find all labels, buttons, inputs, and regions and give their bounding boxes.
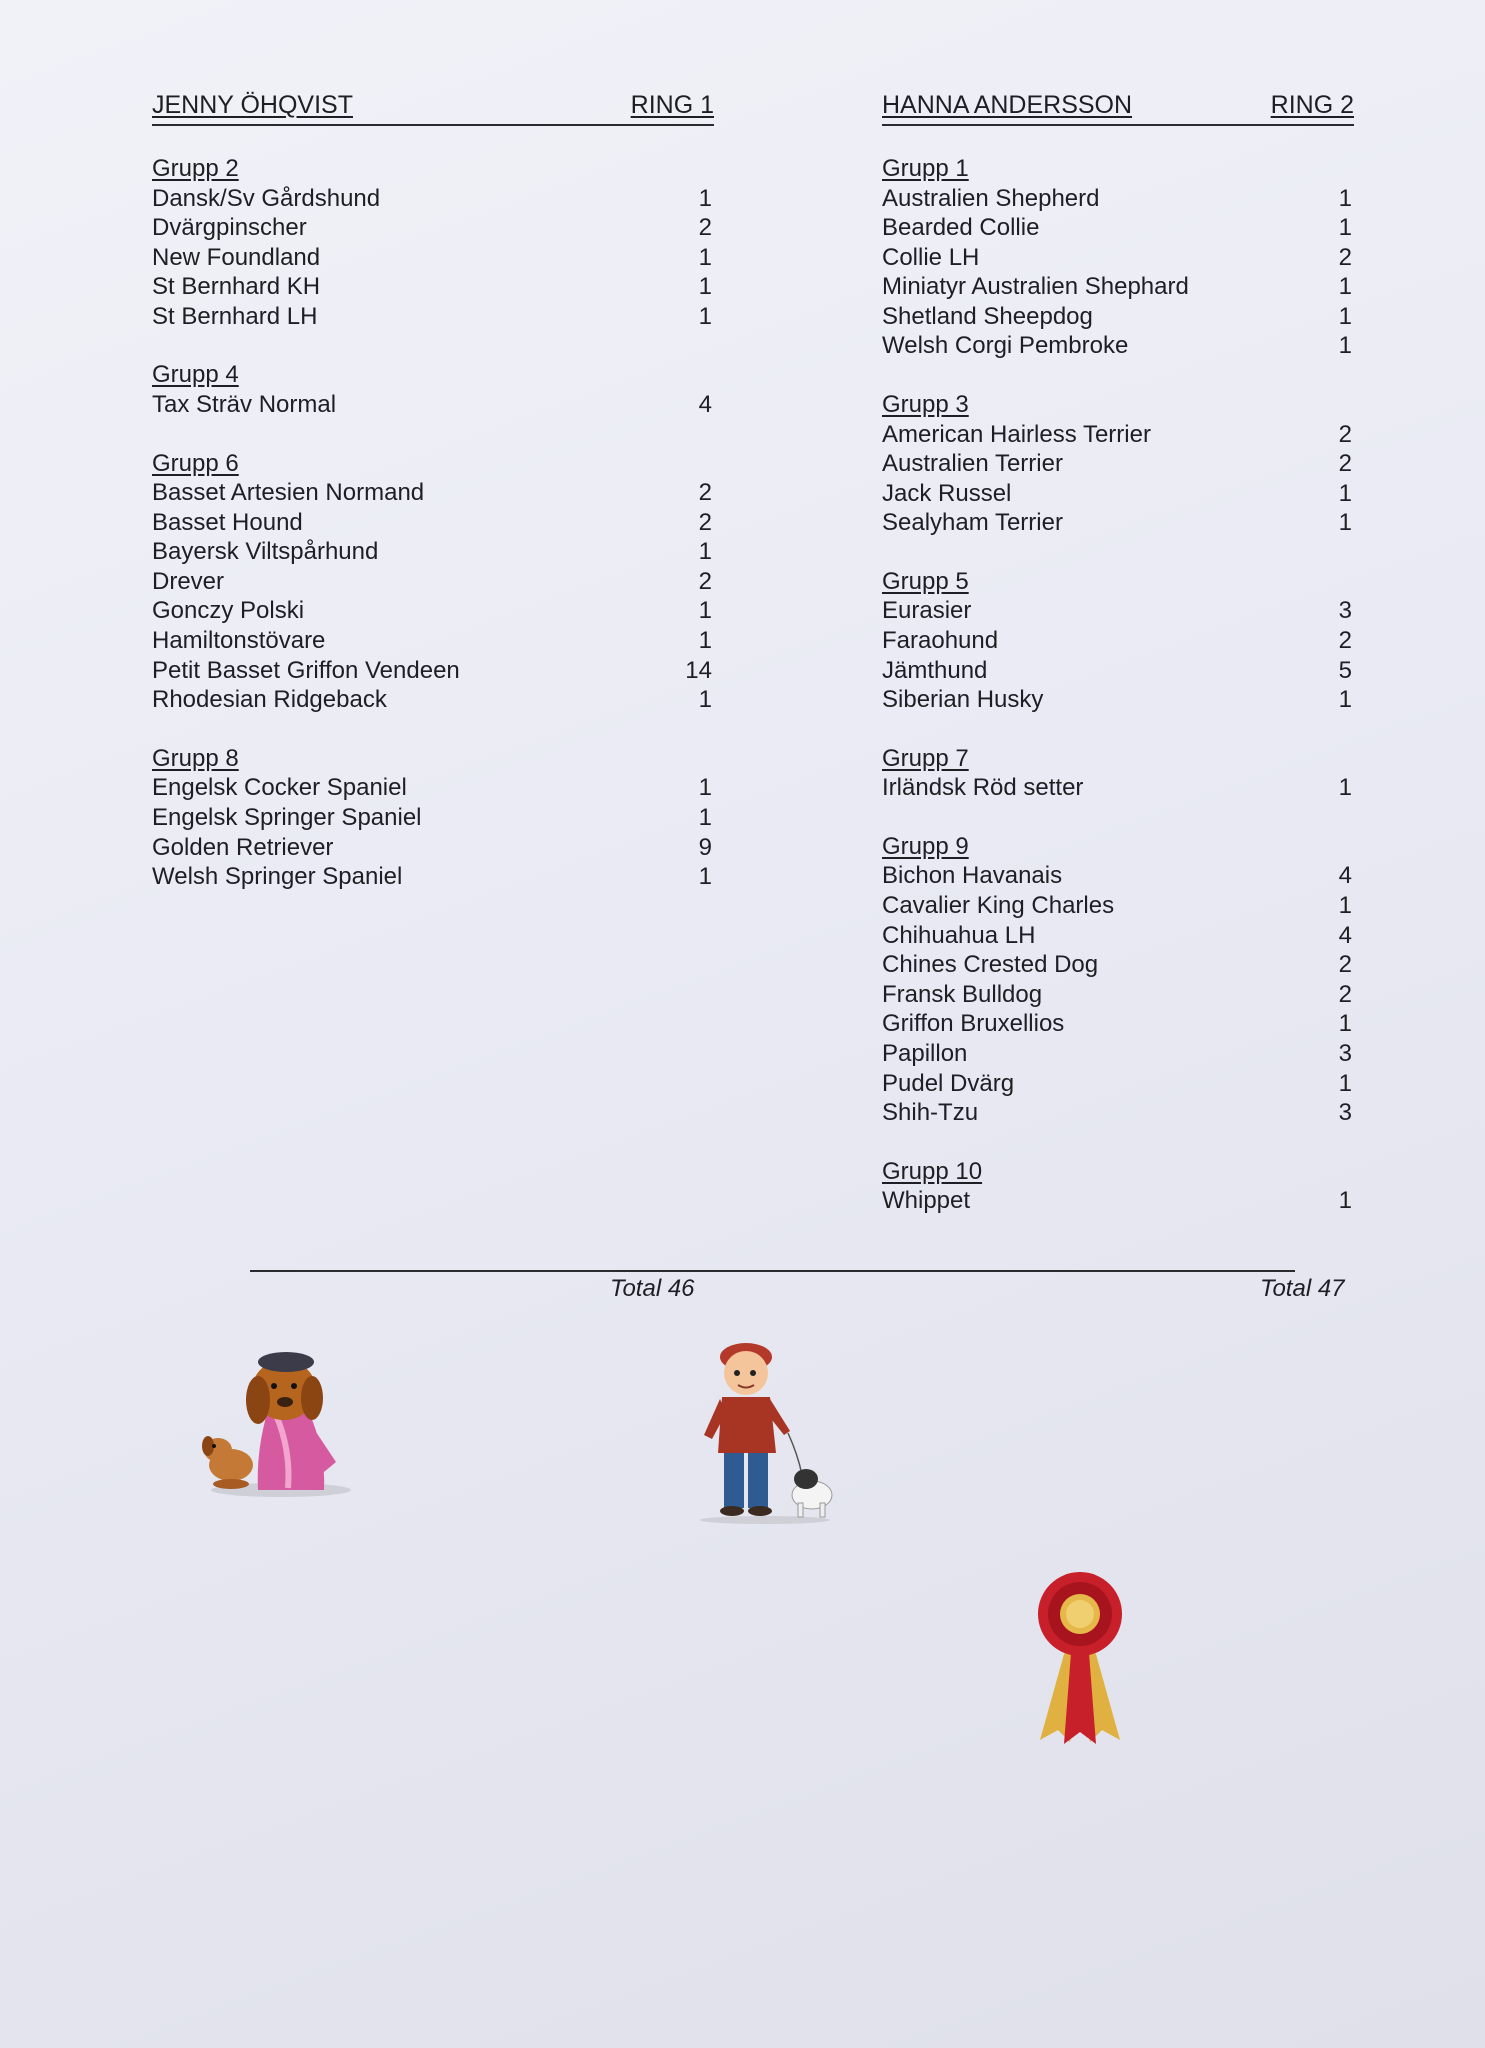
group-title: Grupp 2 (152, 155, 239, 182)
breed-name: Bayersk Viltspårhund (152, 538, 379, 566)
breed-group (152, 449, 714, 715)
entry-count: 1 (698, 273, 712, 301)
breed-group (152, 360, 714, 419)
breed-row (152, 302, 714, 332)
breed-row (882, 420, 1354, 450)
total-ring-2: Total 47 (1260, 1275, 1345, 1302)
footer-divider (250, 1270, 1295, 1272)
breed-name: Siberian Husky (882, 686, 1044, 714)
entry-count: 1 (698, 184, 712, 212)
ring-label: RING 2 (1270, 91, 1354, 119)
breed-name: American Hairless Terrier (882, 420, 1151, 448)
breed-group (882, 154, 1354, 361)
breed-row (882, 861, 1354, 891)
breed-name: Faraohund (882, 627, 999, 655)
group-title: Grupp 5 (882, 567, 969, 595)
group-title: Grupp 9 (882, 832, 969, 860)
group-title: Grupp 10 (882, 1157, 983, 1185)
breed-row (152, 862, 714, 892)
breed-row (152, 478, 714, 508)
entry-count: 1 (1338, 509, 1352, 537)
entry-count: 1 (1338, 302, 1352, 330)
breed-name: Collie LH (882, 243, 980, 271)
group-title: Grupp 3 (882, 391, 969, 419)
breed-name: Rhodesian Ridgeback (152, 686, 387, 714)
entry-count: 1 (698, 803, 712, 831)
breed-row (882, 479, 1354, 509)
group-title: Grupp 6 (152, 449, 239, 477)
breed-name: Welsh Corgi Pembroke (882, 332, 1129, 360)
breed-name: Jack Russel (882, 479, 1012, 507)
breed-name: St Bernhard KH (152, 273, 321, 301)
breed-name: New Foundland (152, 243, 321, 271)
breed-row (882, 272, 1354, 302)
entry-count: 2 (698, 479, 712, 507)
breed-row (882, 1009, 1354, 1039)
group-title: Grupp 7 (882, 744, 969, 772)
breed-name: Engelsk Cocker Spaniel (152, 774, 407, 802)
entry-count: 4 (1338, 862, 1352, 890)
breed-name: Whippet (882, 1187, 971, 1215)
entry-count: 1 (1338, 774, 1352, 802)
entry-count: 1 (698, 538, 712, 566)
breed-name: Basset Hound (152, 508, 303, 536)
entry-count: 3 (1338, 597, 1352, 625)
breed-row (152, 184, 714, 214)
breed-name: Hamiltonstövare (152, 627, 326, 655)
breed-name: St Bernhard LH (152, 302, 318, 330)
breed-name: Cavalier King Charles (882, 892, 1115, 919)
rosette-ribbon-icon (1030, 1570, 1130, 1750)
entry-count: 2 (1338, 980, 1352, 1008)
breed-row (882, 921, 1354, 951)
breed-name: Eurasier (882, 597, 972, 625)
breed-row (882, 980, 1354, 1010)
breed-row (152, 508, 714, 538)
breed-group (882, 567, 1354, 715)
breed-row (152, 685, 714, 715)
breed-group (882, 1157, 1354, 1216)
breed-row (152, 803, 714, 833)
breed-row (882, 331, 1354, 361)
breed-name: Fransk Bulldog (882, 980, 1043, 1008)
group-list (152, 154, 714, 892)
entry-count: 2 (698, 508, 712, 536)
entry-count: 1 (1338, 1187, 1352, 1215)
breed-row (882, 596, 1354, 626)
breed-name: Engelsk Springer Spaniel (152, 803, 422, 831)
breed-row (882, 1039, 1354, 1069)
entry-count: 2 (1338, 951, 1352, 979)
breed-row (882, 656, 1354, 686)
breed-row (152, 567, 714, 597)
breed-name: Golden Retriever (152, 833, 334, 861)
breed-name: Shih-Tzu (882, 1099, 979, 1127)
entry-count: 2 (1338, 420, 1352, 448)
right-column (882, 88, 1354, 1245)
breed-row (152, 272, 714, 302)
breed-name: Papillon (882, 1039, 968, 1067)
breed-group (882, 744, 1354, 803)
breed-name: Chines Crested Dog (882, 951, 1099, 979)
entry-count: 1 (698, 686, 712, 714)
entry-count: 2 (698, 567, 712, 595)
breed-name: Australien Terrier (882, 450, 1063, 478)
entry-count: 9 (698, 833, 712, 861)
entry-count: 1 (698, 863, 712, 891)
right-header (882, 88, 1354, 126)
breed-row (882, 243, 1354, 273)
breed-row (152, 656, 714, 686)
judge-name: HANNA ANDERSSON (882, 91, 1133, 119)
breed-row (152, 390, 714, 420)
entry-count: 1 (698, 302, 712, 330)
breed-name: Gonczy Polski (152, 597, 305, 625)
breed-name: Chihuahua LH (882, 921, 1036, 949)
breed-row (882, 891, 1354, 921)
entry-count: 1 (698, 597, 712, 625)
entry-count: 2 (1338, 627, 1352, 655)
entry-count: 2 (1338, 243, 1352, 271)
breed-row (152, 626, 714, 656)
entry-count: 14 (685, 656, 712, 684)
entry-count: 1 (1338, 1010, 1352, 1038)
breed-name: Shetland Sheepdog (882, 302, 1093, 330)
breed-group (882, 390, 1354, 538)
breed-name: Miniatyr Australien Shephard (882, 273, 1189, 301)
breed-name: Irländsk Röd setter (882, 774, 1084, 802)
breed-row (882, 449, 1354, 479)
breed-row (152, 243, 714, 273)
breed-group (882, 832, 1354, 1128)
judge-name: JENNY ÖHQVIST (152, 91, 353, 119)
breed-group (152, 154, 714, 331)
breed-name: Australien Shepherd (882, 184, 1100, 212)
breed-row (882, 302, 1354, 332)
entry-count: 1 (1338, 184, 1352, 212)
breed-row (882, 1069, 1354, 1099)
breed-name: Basset Artesien Normand (152, 479, 425, 507)
entry-count: 1 (1338, 479, 1352, 507)
entry-count: 1 (1338, 686, 1352, 714)
breed-row (152, 537, 714, 567)
breed-row (882, 1098, 1354, 1128)
entry-count: 4 (1338, 921, 1352, 949)
left-header (152, 88, 714, 126)
entry-count: 1 (1338, 273, 1352, 301)
entry-count: 3 (1338, 1039, 1352, 1067)
ring-label: RING 1 (630, 91, 714, 119)
breed-name: Bichon Havanais (882, 862, 1063, 890)
breed-name: Tax Sträv Normal (152, 390, 337, 418)
breed-row (152, 213, 714, 243)
entry-count: 4 (698, 390, 712, 418)
breed-row (882, 950, 1354, 980)
group-list (882, 154, 1354, 1216)
entry-count: 5 (1338, 656, 1352, 684)
breed-row (152, 773, 714, 803)
entry-count: 1 (1338, 214, 1352, 242)
left-column (152, 88, 714, 921)
breed-row (882, 685, 1354, 715)
breed-name: Jämthund (882, 656, 988, 684)
breed-name: Pudel Dvärg (882, 1069, 1015, 1097)
entry-count: 1 (1338, 1069, 1352, 1097)
breed-name: Griffon Bruxellios (882, 1010, 1065, 1038)
breed-row (882, 508, 1354, 538)
entry-count: 2 (1338, 450, 1352, 478)
breed-name: Welsh Springer Spaniel (152, 863, 403, 891)
breed-name: Petit Basset Griffon Vendeen (152, 656, 460, 684)
total-ring-1: Total 46 (610, 1275, 695, 1302)
entry-count: 2 (698, 214, 712, 242)
breed-row (152, 833, 714, 863)
group-title: Grupp 8 (152, 744, 239, 772)
dog-mother-with-puppy-icon (196, 1340, 361, 1500)
entry-count: 1 (698, 627, 712, 655)
breed-name: Bearded Collie (882, 214, 1040, 242)
entry-count: 3 (1338, 1099, 1352, 1127)
breed-name: Dansk/Sv Gårdshund (152, 184, 381, 212)
breed-row (882, 773, 1354, 803)
breed-group (152, 744, 714, 892)
breed-row (882, 184, 1354, 214)
breed-name: Sealyham Terrier (882, 509, 1063, 537)
breed-row (882, 213, 1354, 243)
entry-count: 1 (1338, 892, 1352, 919)
entry-count: 1 (1338, 332, 1352, 360)
breed-row (152, 596, 714, 626)
breed-row (882, 626, 1354, 656)
group-title: Grupp 1 (882, 155, 969, 182)
breed-name: Dvärgpinscher (152, 214, 307, 242)
group-title: Grupp 4 (152, 361, 239, 389)
entry-count: 1 (698, 774, 712, 802)
breed-row (882, 1186, 1354, 1216)
breed-name: Drever (152, 567, 225, 595)
entry-count: 1 (698, 243, 712, 271)
boy-walking-dog-icon (690, 1335, 840, 1525)
